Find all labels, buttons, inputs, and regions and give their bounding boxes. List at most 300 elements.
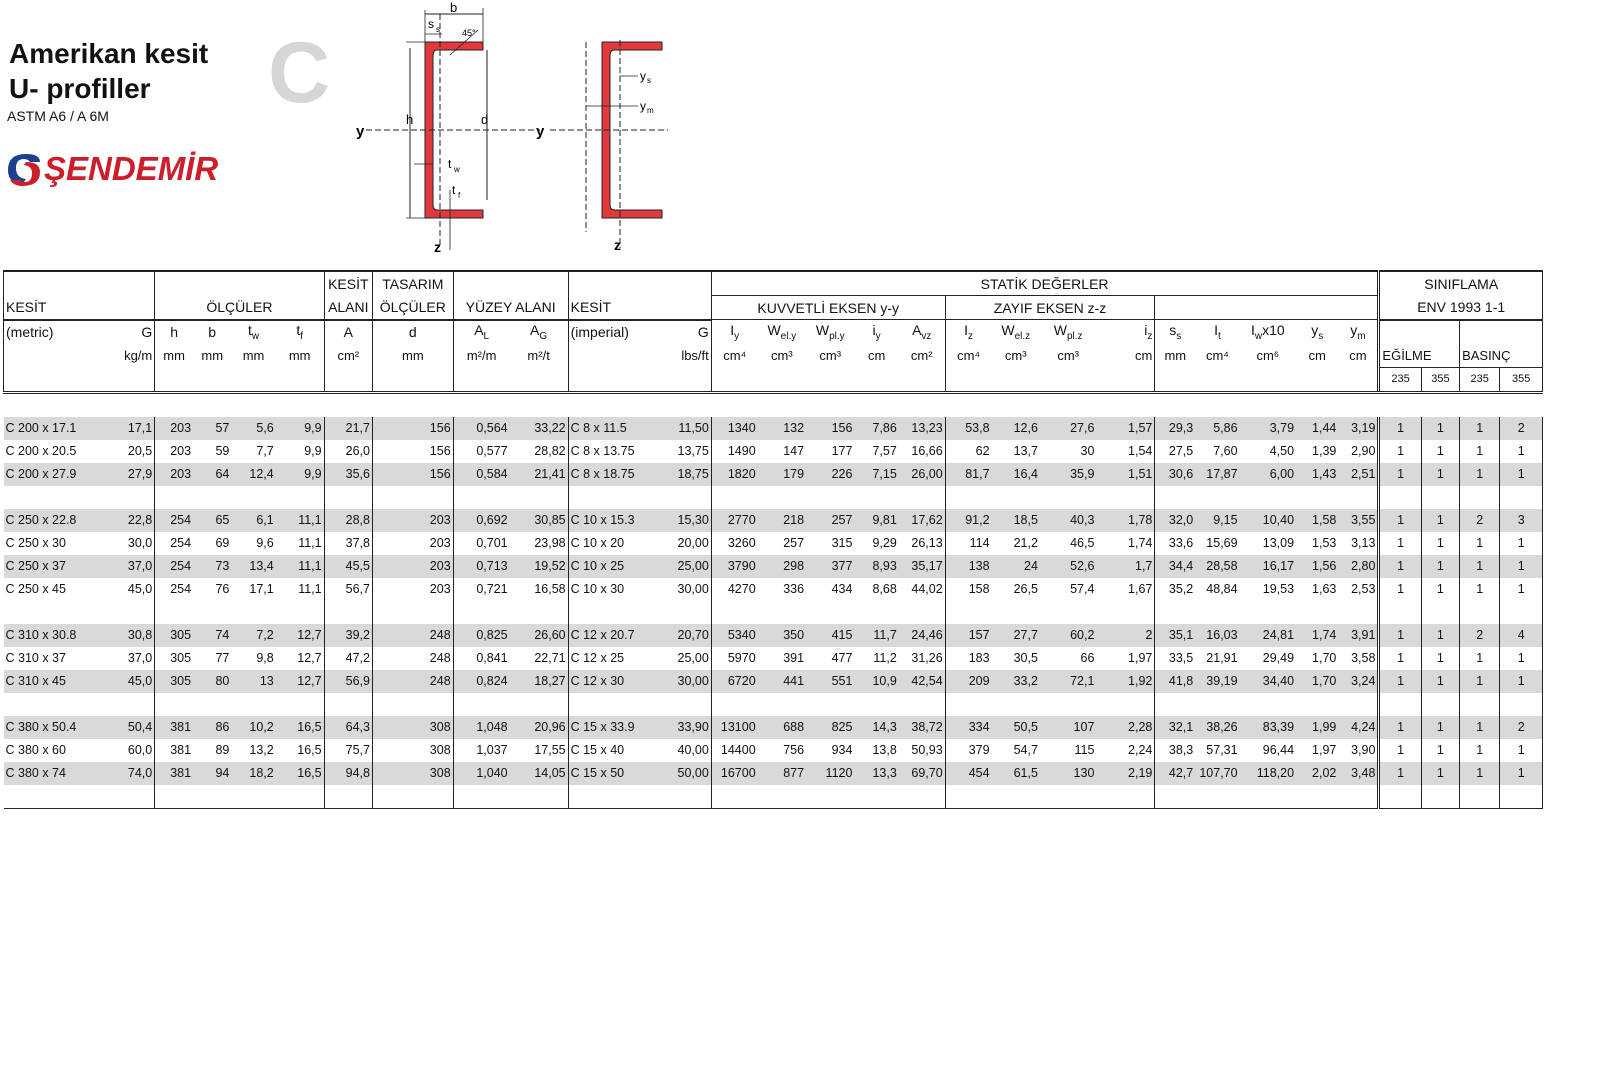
value-cell: 0,692 [453,509,509,532]
value-cell: 391 [783,651,805,665]
value-cell: 1 [1421,762,1459,785]
value-cell: 1 [1379,440,1421,463]
value-cell: 80 [193,670,231,693]
value-cell: 156 [373,463,454,486]
value-cell: 336 [783,582,805,596]
value-cell: 11,7 [854,624,898,647]
value-cell: 9,6 [256,536,274,550]
value-cell: 1 [1460,532,1500,555]
value-cell: 454 [945,762,991,785]
table-row [4,716,1543,739]
kesit-imperial-cell: C 10 x 20 [568,532,665,555]
value-cell: 298 [758,555,806,578]
value-cell: 16,58 [534,582,566,596]
value-cell: 39,2 [324,624,372,647]
value-cell: 13,8 [872,743,897,757]
value-cell: 0,824 [453,670,509,693]
table-row [4,762,1543,785]
unit-Avz: cm² [899,344,945,368]
table-row [4,486,1543,509]
value-cell: 24,46 [899,624,945,647]
value-cell: 1,040 [453,762,509,785]
table-row [4,601,1543,624]
value-cell: 76 [215,582,230,596]
value-cell: 688 [758,716,806,739]
kesit-metric-cell: C 250 x 45 [5,582,66,596]
value-cell: 26,00 [899,463,945,486]
value-cell: 1490 [711,440,757,463]
value-cell: 350 [758,624,806,647]
value-cell: 9,9 [276,417,324,440]
value-cell: 1120 [806,762,854,785]
value-cell: 1820 [711,463,757,486]
value-cell: 1 [1421,739,1459,762]
value-cell: 308 [373,716,454,739]
unit-iy: cm [854,344,898,368]
value-cell: 2,28 [1096,716,1154,739]
value-cell: 65 [193,509,231,532]
value-cell: 20,96 [510,716,568,739]
value-cell: 54,7 [1013,743,1038,757]
value-cell: 1 [1500,440,1543,463]
sym-G: G [112,320,154,344]
kesit-metric-cell: C 310 x 37 [5,651,66,665]
value-cell: 1 [1421,716,1459,739]
value-cell: 158 [945,578,991,601]
sym-Iz: $I_z$ [945,320,991,344]
value-cell: 42,7 [1155,762,1195,785]
kesit-alani-head-2: ALANI [324,296,372,320]
value-cell: 1340 [711,417,757,440]
value-cell: 46,5 [1070,536,1095,550]
value-cell: 934 [831,743,853,757]
value-cell: 3,58 [1351,651,1376,665]
value-cell: 91,2 [945,509,991,532]
value-cell: 23,98 [534,536,566,550]
value-cell: 13100 [711,716,757,739]
dim-h-label: h [406,112,414,127]
imperial-head: (imperial) [568,320,665,344]
value-cell: 107 [1040,716,1096,739]
value-cell: 14,3 [854,716,898,739]
sym-tw: $t_w$ [231,320,275,344]
table-row [4,440,1543,463]
value-cell: 33,2 [992,670,1040,693]
value-cell: 86 [193,716,231,739]
value-cell: 115 [1074,743,1095,757]
value-cell: 33,90 [665,716,711,739]
value-cell: 1 [1421,509,1459,532]
sym-tf: $t_f$ [276,320,324,344]
value-cell: 60,2 [1040,624,1096,647]
value-cell: 72,1 [1040,670,1096,693]
value-cell: 13,4 [231,555,275,578]
sym-Iy: $I_y$ [711,320,757,344]
value-cell: 1 [1379,555,1421,578]
table-row [4,624,1543,647]
value-cell: 334 [945,716,991,739]
kesit-imperial-cell: C 15 x 40 [568,739,665,762]
dim-ym-label: y [640,99,646,113]
value-cell: 118,20 [1240,762,1296,785]
value-cell: 8,93 [854,555,898,578]
value-cell: 1 [1500,578,1543,601]
value-cell: 4,50 [1269,444,1295,458]
value-cell: 147 [783,444,805,458]
value-cell: 21,41 [510,463,568,486]
value-cell: 39,19 [1195,670,1239,693]
value-cell: 1,53 [1312,536,1337,550]
value-cell: 248 [373,624,454,647]
value-cell: 66 [1080,651,1095,665]
table-row [4,532,1543,555]
sym-ys: $y_s$ [1296,320,1338,344]
kesit-imperial-cell: C 10 x 30 [568,578,665,601]
value-cell: 30,6 [1155,463,1195,486]
dim-s-label: s [428,17,434,31]
value-cell: 203 [373,509,454,532]
value-cell: 35,6 [324,463,372,486]
value-cell: 0,584 [453,463,509,486]
sym-Wely: $W_{el.y}$ [758,320,806,344]
value-cell: 11,2 [873,651,897,665]
value-cell: 0,721 [453,578,509,601]
value-cell: 203 [155,440,193,463]
value-cell: 4 [1500,624,1543,647]
value-cell: 254 [155,555,193,578]
value-cell: 5340 [711,624,757,647]
value-cell: 81,7 [945,463,991,486]
value-cell: 379 [945,739,991,762]
value-cell: 2,90 [1351,444,1376,458]
kesit-metric-cell: C 200 x 17.1 [4,417,113,440]
value-cell: 1 [1421,647,1459,670]
kesit-metric-cell: C 380 x 50.4 [4,716,113,739]
value-cell: 1 [1500,532,1543,555]
value-cell: 1,56 [1296,555,1338,578]
value-cell: 33,5 [1155,647,1195,670]
value-cell: 381 [155,739,193,762]
value-cell: 3 [1500,509,1543,532]
value-cell: 157 [945,624,991,647]
value-cell: 13,7 [1013,444,1038,458]
value-cell: 22,71 [534,651,566,665]
value-cell: 1 [1379,532,1421,555]
value-cell: 1 [1379,463,1421,486]
value-cell: 45,0 [112,670,154,693]
value-cell: 89 [215,743,230,757]
sym-iz: $i_z$ [1096,320,1154,344]
value-cell: 254 [155,509,193,532]
value-cell: 1 [1379,578,1421,601]
sym-h: h [155,320,193,344]
value-cell: 877 [758,762,806,785]
table-row [4,739,1543,762]
value-cell: 0,564 [453,417,509,440]
yuzey-alani-head: YÜZEY ALANI [453,296,568,320]
value-cell: 1 [1460,762,1500,785]
kesit-imperial-head: KESİT [568,296,711,320]
value-cell: 254 [155,532,193,555]
value-cell: 15,30 [665,509,711,532]
value-cell: 0,825 [453,624,509,647]
value-cell: 50,5 [992,716,1040,739]
table-row [4,785,1543,809]
value-cell: 25,00 [677,651,709,665]
right-profile-drawing [536,40,668,253]
value-cell: 1,92 [1096,670,1154,693]
egilme-head: EĞİLME [1379,344,1460,368]
value-cell: 31,26 [911,651,943,665]
value-cell: 27,5 [1155,440,1195,463]
value-cell: 132 [758,417,806,440]
table-row [4,693,1543,716]
value-cell: 11,1 [276,509,324,532]
value-cell: 34,4 [1155,555,1195,578]
value-cell: 26,5 [1013,582,1038,596]
unit-A: cm² [324,344,372,368]
value-cell: 20,00 [677,536,709,550]
value-cell: 28,8 [324,509,372,532]
value-cell: 13,09 [1262,536,1295,550]
dim-tf-sub: f [458,191,461,200]
value-cell: 26,60 [510,624,568,647]
value-cell: 4270 [711,578,757,601]
value-cell: 50,00 [665,762,711,785]
value-cell: 1 [1421,624,1459,647]
value-cell: 1 [1500,647,1543,670]
kesit-imperial-cell: C 10 x 25 [568,555,665,578]
sym-d: d [373,320,454,344]
value-cell: 35,1 [1155,624,1195,647]
unit-G: kg/m [112,344,154,368]
value-cell: 1 [1421,578,1459,601]
value-cell: 203 [373,555,454,578]
value-cell: 14400 [711,739,757,762]
value-cell: 73 [193,555,231,578]
value-cell: 1 [1460,440,1500,463]
value-cell: 35,17 [899,555,945,578]
value-cell: 38,72 [899,716,945,739]
page-title-line2: U- profiller [9,73,151,104]
sendemir-logo [4,148,236,190]
table-row [4,463,1543,486]
profile-diagram [350,0,690,260]
unit-AG: m²/t [510,344,568,368]
value-cell: 2,02 [1296,762,1338,785]
value-cell: 32,0 [1155,509,1195,532]
dim-tw-sub: w [454,165,460,174]
unit-G2: lbs/ft [665,344,711,368]
value-cell: 1 [1460,417,1500,440]
axis-z-label-2: z [614,237,621,253]
value-cell: 1 [1460,647,1500,670]
unit-Iz: cm⁴ [945,344,991,368]
table-row [4,555,1543,578]
unit-ys: cm [1296,344,1338,368]
value-cell: 77 [215,651,230,665]
kesit-metric-cell: C 200 x 20.5 [5,444,77,458]
value-cell: 1 [1379,739,1421,762]
value-cell: 9,9 [276,463,324,486]
value-cell: 2 [1500,716,1543,739]
value-cell: 18,2 [231,762,275,785]
value-cell: 3,48 [1338,762,1379,785]
value-cell: 35,2 [1155,578,1195,601]
value-cell: 7,57 [872,444,897,458]
value-cell: 2,24 [1128,743,1153,757]
value-cell: 1,74 [1128,536,1153,550]
value-cell: 16700 [711,762,757,785]
zayif-eksen-head: ZAYIF EKSEN z-z [945,296,1155,320]
value-cell: 16,5 [297,743,322,757]
value-cell: 3,91 [1338,624,1379,647]
value-cell: 477 [831,651,853,665]
tasarim-head-2: ÖLÇÜLER [373,296,454,320]
value-cell: 1 [1500,555,1543,578]
value-cell: 2,80 [1338,555,1379,578]
value-cell: 37,8 [324,532,372,555]
page-title-line1: Amerikan kesit [9,38,209,69]
value-cell: 1,44 [1296,417,1338,440]
env-head: ENV 1993 1-1 [1379,296,1543,320]
value-cell: 32,1 [1155,716,1195,739]
unit-AL: m²/m [453,344,509,368]
dim-ys-sub: s [647,76,651,85]
kesit-imperial-cell: C 12 x 30 [568,670,665,693]
value-cell: 1 [1379,647,1421,670]
value-cell: 257 [783,536,805,550]
kesit-metric-cell: C 200 x 27.9 [4,463,113,486]
sym-It: $I_t$ [1195,320,1239,344]
value-cell: 9,29 [872,536,897,550]
value-cell: 1,97 [1128,651,1153,665]
value-cell: 3,79 [1240,417,1296,440]
value-cell: 56,7 [324,578,372,601]
value-cell: 75,7 [324,739,372,762]
value-cell: 26,13 [911,536,943,550]
value-cell: 12,6 [992,417,1040,440]
value-cell: 64,3 [324,716,372,739]
unit-Iy: cm⁴ [711,344,757,368]
value-cell: 1 [1460,739,1500,762]
value-cell: 13,3 [854,762,898,785]
value-cell: 30,5 [1013,651,1038,665]
value-cell: 45,5 [324,555,372,578]
value-cell: 28,82 [534,444,566,458]
value-cell: 2 [1460,624,1500,647]
kesit-alani-head-1: KESİT [324,271,372,296]
value-cell: 1 [1460,670,1500,693]
value-cell: 33,22 [510,417,568,440]
value-cell: 11,1 [276,555,324,578]
unit-tf: mm [276,344,324,368]
dim-ys-label: y [640,69,646,83]
kesit-metric-cell: C 310 x 30.8 [4,624,113,647]
basinc-235: 235 [1460,367,1500,392]
sym-A: A [324,320,372,344]
tasarim-head-1: TASARIM [373,271,454,296]
value-cell: 59 [215,444,230,458]
basinc-355: 355 [1500,367,1543,392]
unit-Iw: cm⁶ [1240,344,1296,368]
value-cell: 1,51 [1096,463,1154,486]
value-cell: 3260 [711,532,757,555]
sym-Avz: $A_{vz}$ [899,320,945,344]
egilme-235: 235 [1379,367,1421,392]
value-cell: 62 [945,440,991,463]
dim-tw-label: t [448,157,452,171]
value-cell: 377 [806,555,854,578]
table-row [4,417,1543,440]
value-cell: 16,66 [911,444,943,458]
value-cell: 1 [1500,670,1543,693]
kesit-head: KESİT [4,296,155,320]
value-cell: 0,841 [453,647,509,670]
value-cell: 12,7 [276,624,324,647]
value-cell: 12,7 [297,651,322,665]
value-cell: 27,9 [112,463,154,486]
value-cell: 74 [193,624,231,647]
value-cell: 6720 [711,670,757,693]
table-row [4,509,1543,532]
value-cell: 1,58 [1296,509,1338,532]
value-cell: 11,1 [298,582,322,596]
value-cell: 50,4 [112,716,154,739]
value-cell: 9,9 [304,444,322,458]
value-cell: 48,84 [1206,582,1238,596]
value-cell: 1,39 [1312,444,1337,458]
value-cell: 434 [831,582,853,596]
unit-tw: mm [231,344,275,368]
kesit-metric-cell: C 250 x 30 [5,536,66,550]
value-cell: 226 [806,463,854,486]
value-cell: 26,0 [324,440,372,463]
value-cell: 1 [1500,762,1543,785]
value-cell: 10,2 [231,716,275,739]
value-cell: 756 [783,743,805,757]
value-cell: 45,0 [127,582,153,596]
value-cell: 33,6 [1155,532,1195,555]
unit-Wply: cm³ [806,344,854,368]
value-cell: 1 [1379,417,1421,440]
sym-G2: G [665,320,711,344]
value-cell: 1 [1421,670,1459,693]
table-body [4,417,1543,809]
value-cell: 1 [1500,739,1543,762]
value-cell: 6,1 [231,509,275,532]
value-cell: 2 [1500,417,1543,440]
value-cell: 9,15 [1195,509,1239,532]
value-cell: 203 [373,532,454,555]
value-cell: 107,70 [1195,762,1239,785]
value-cell: 16,5 [276,716,324,739]
value-cell: 13 [231,670,275,693]
value-cell: 0,701 [453,532,509,555]
value-cell: 5970 [711,647,757,670]
value-cell: 3790 [711,555,757,578]
unit-h: mm [155,344,193,368]
sym-AG: $A_G$ [510,320,568,344]
axis-y-label-2: y [536,123,545,140]
value-cell: 3,13 [1351,536,1376,550]
value-cell: 27,6 [1040,417,1096,440]
profile-letter: C [268,25,331,121]
kesit-metric-cell: C 380 x 60 [5,743,66,757]
unit-Wplz: cm³ [1040,344,1096,368]
value-cell: 2,19 [1096,762,1154,785]
value-cell: 3,55 [1338,509,1379,532]
